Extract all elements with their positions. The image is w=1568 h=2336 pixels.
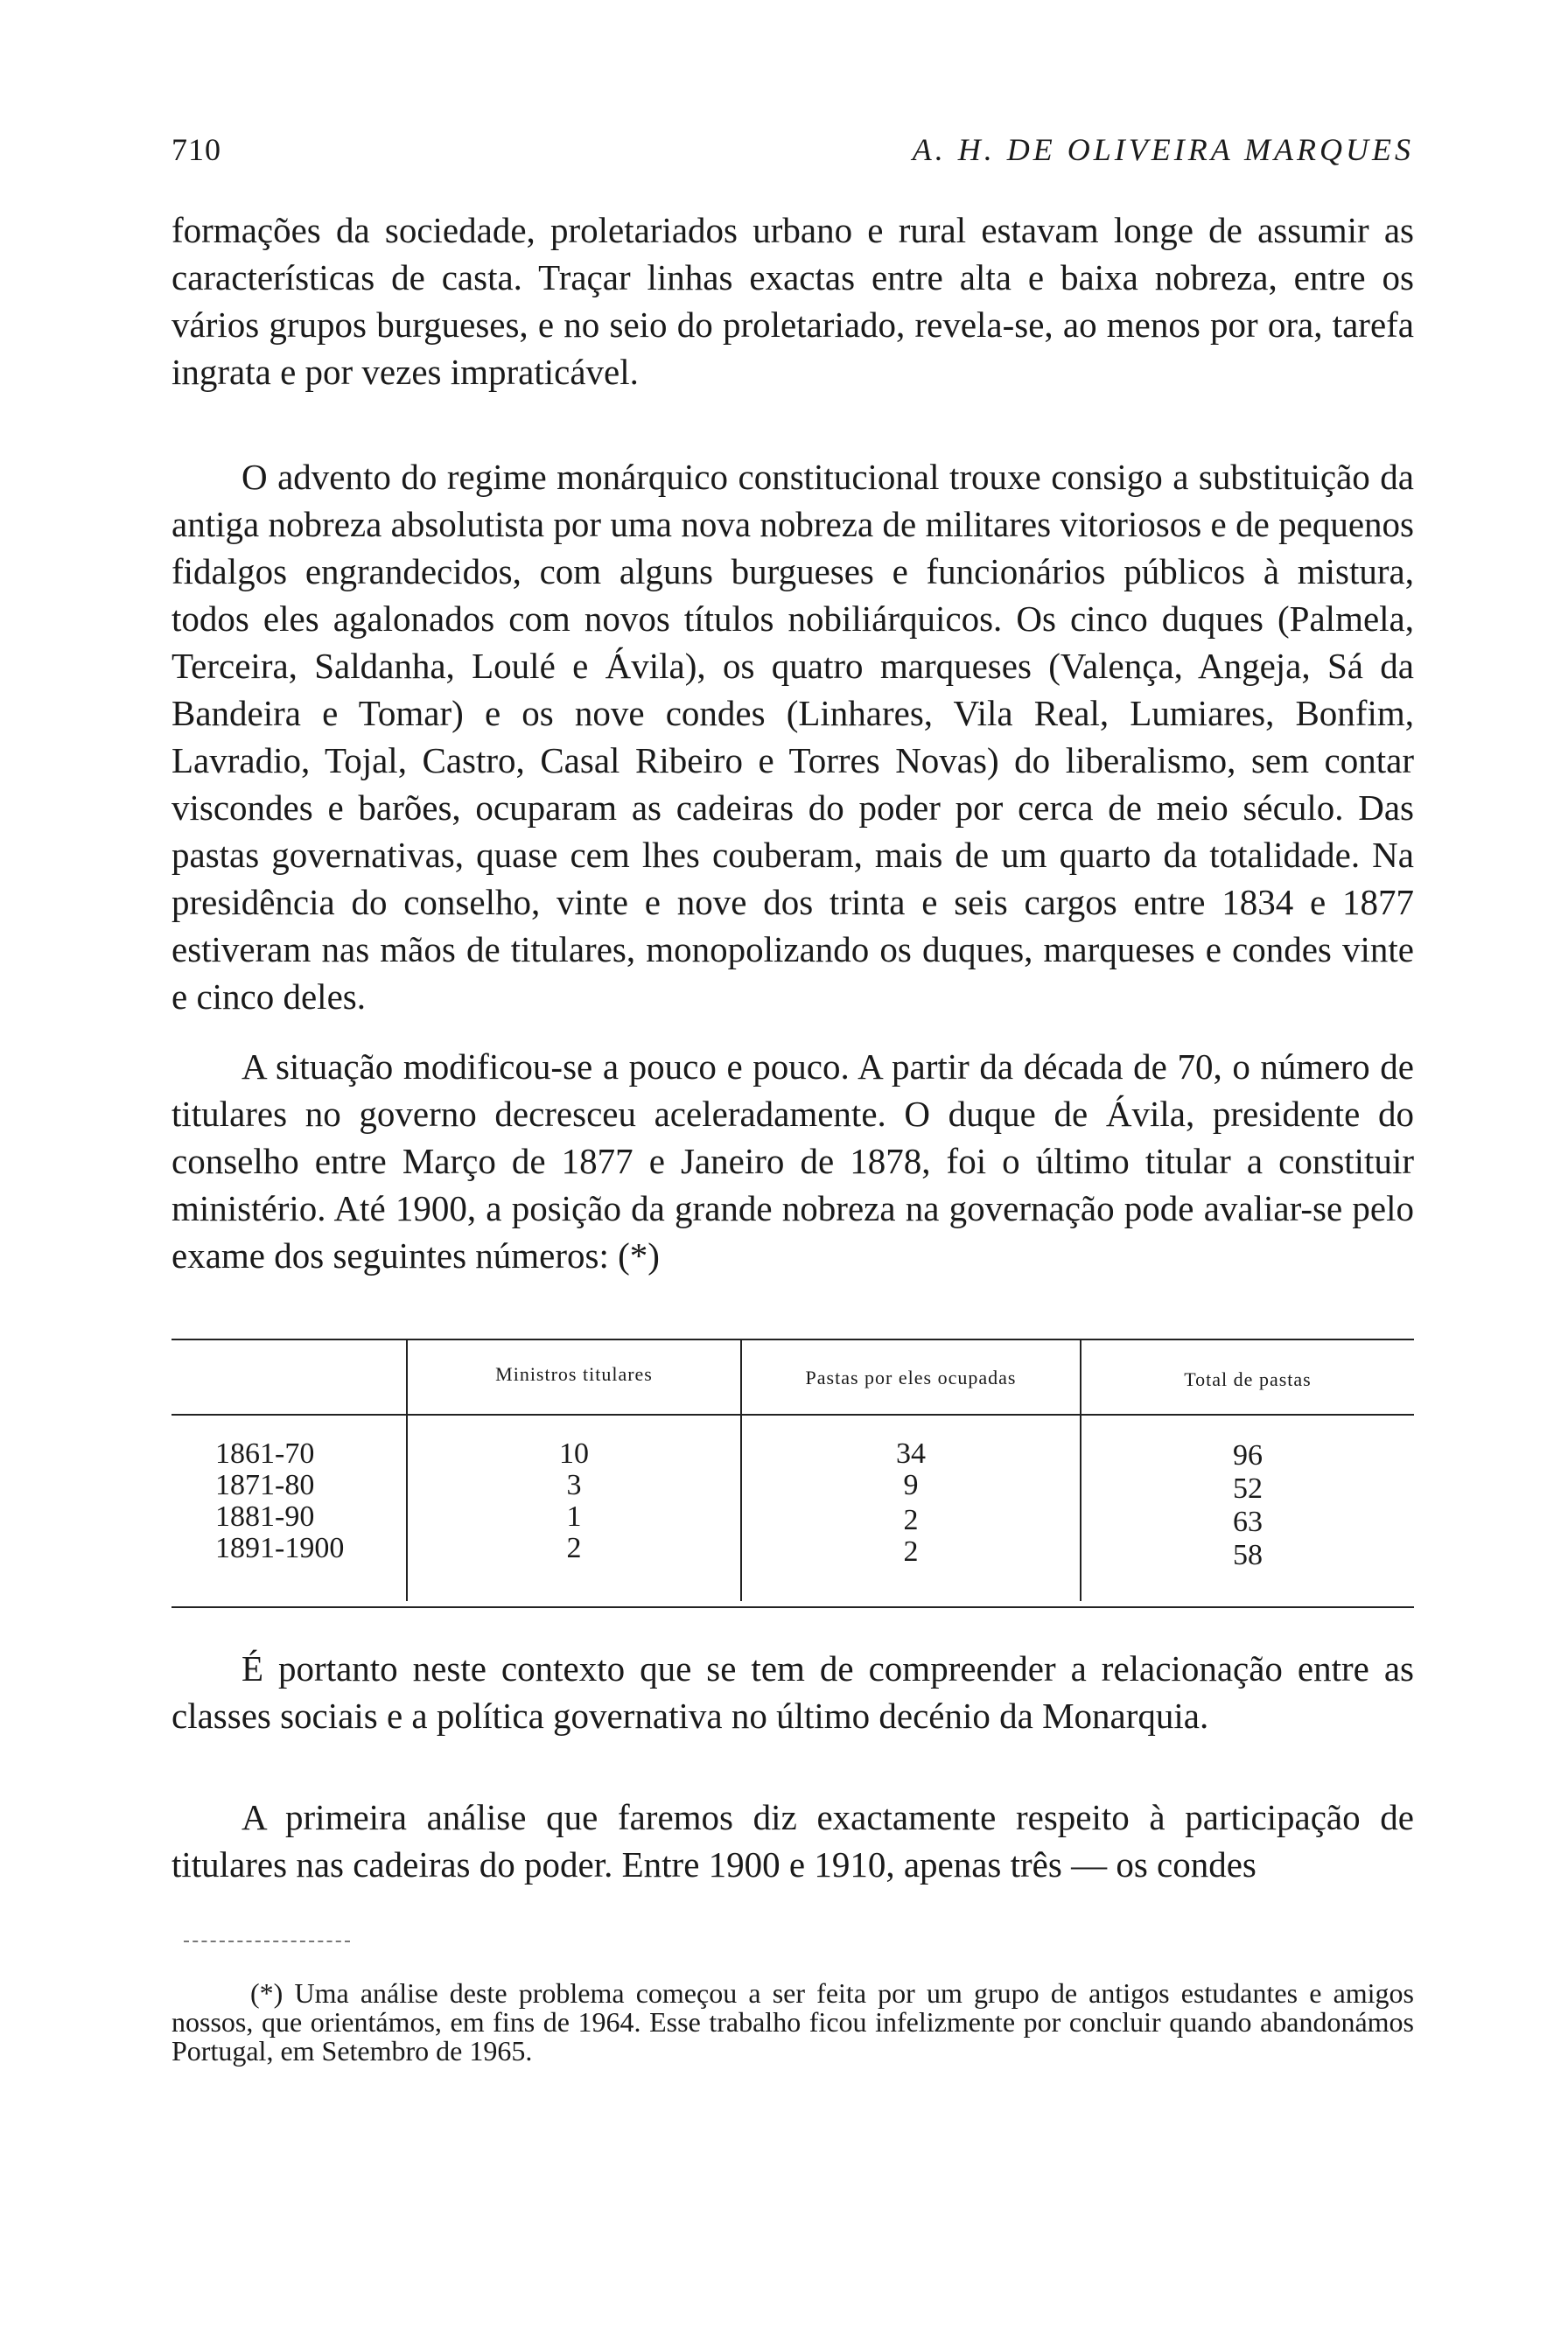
column-header-portfolios: Pastas por eles ocupadas: [805, 1367, 1017, 1388]
table-bottom-rule: [172, 1606, 1414, 1608]
row-portfolios: 2: [903, 1504, 919, 1536]
table-top-rule: [172, 1339, 1414, 1340]
row-total: 58: [1233, 1539, 1263, 1571]
row-period: 1861-70: [215, 1437, 315, 1470]
row-portfolios: 2: [903, 1535, 919, 1568]
table-header-rule: [172, 1414, 1414, 1416]
paragraph-first-analysis: A primeira análise que faremos diz exactamente respeito à participação de titulares nas cadeiras do poder. Entre 1900 e 1910, apenas três — os condes: [172, 1797, 1414, 1885]
row-period: 1871-80: [215, 1469, 315, 1501]
page-header: [172, 131, 1414, 175]
paragraph-titled-nobility: O advento do regime monárquico constitucional trouxe consigo a substituição da antiga nobreza absolutista por uma nova nobreza de militares vitoriosos e de pequenos fidalgos engrandecidos, com alguns burgueses e funcionários públicos à mistura, todos eles agalonados com novos títulos nobiliárquicos. Os cinco duques (Palmela, Terceira, Saldanha, Loulé e Ávila), os quatro marqueses (Valença, Angeja, Sá da Bandeira e Tomar) e os nove condes (Linhares, Vila Real, Lumiares, Bonfim, Lavradio, Tojal, Castro, Casal Ribeiro e Torres Novas) do liberalismo, sem contar viscondes e barões, ocuparam as cadeiras do poder por cerca de meio século. Das pastas governativas, quase cem lhes couberam, mais de um quarto da totalidade. Na presidência do conselho, vinte e nove dos trinta e seis cargos entre 1834 e 1877 estiveram nas mãos de titulares, monopolizando os duques, marqueses e condes vinte e cinco deles.: [172, 457, 1414, 1017]
page-number: 710: [172, 132, 221, 167]
row-total: 96: [1233, 1439, 1263, 1472]
row-portfolios: 34: [896, 1437, 926, 1470]
ministers-table: [172, 1339, 1414, 1610]
paragraph-continuation: formações da sociedade, proletariados urbano e rural estavam longe de assumir as características de casta. Traçar linhas exactas entre alta e baixa nobreza, entre os vários grupos burgueses, e no seio do proletariado, revela-se, ao menos por ora, tarefa ingrata e por vezes impraticável.: [172, 210, 1414, 392]
row-ministers: 3: [566, 1469, 582, 1501]
row-total: 63: [1233, 1506, 1263, 1538]
paragraph-situation-changed: A situação modificou-se a pouco e pouco. A partir da década de 70, o número de titulares no governo decresceu aceleradamente. O duque de Ávila, presidente do conselho entre Março de 1877 e Janeiro de 1878, foi o último titular a constituir ministério. Até 1900, a posição da grande nobreza na governação pode avaliar-se pelo exame dos seguintes números: (*): [172, 1046, 1414, 1276]
row-ministers: 10: [559, 1437, 589, 1470]
row-period: 1881-90: [215, 1500, 315, 1533]
row-period: 1891-1900: [215, 1532, 345, 1564]
paragraph-context: É portanto neste contexto que se tem de compreender a relacionação entre as classes sociais e a política governativa no último decénio da Monarquia.: [172, 1648, 1414, 1736]
footnote: (*) Uma análise deste problema começou a ser feita por um grupo de antigos estudantes e amigos nossos, que orientámos, em fins de 1964. Esse trabalho ficou infelizmente por concluir quando abandonámos Portugal, em Setembro de 1965.: [172, 1977, 1414, 2067]
footnote-separator: [184, 1941, 350, 1942]
row-ministers: 2: [566, 1532, 582, 1564]
row-ministers: 1: [566, 1500, 582, 1533]
column-header-ministers: Ministros titulares: [495, 1363, 653, 1385]
row-portfolios: 9: [903, 1469, 919, 1501]
row-total: 52: [1233, 1472, 1263, 1505]
running-head-author: A. H. DE OLIVEIRA MARQUES: [912, 132, 1414, 167]
column-header-total: Total de pastas: [1184, 1368, 1312, 1390]
